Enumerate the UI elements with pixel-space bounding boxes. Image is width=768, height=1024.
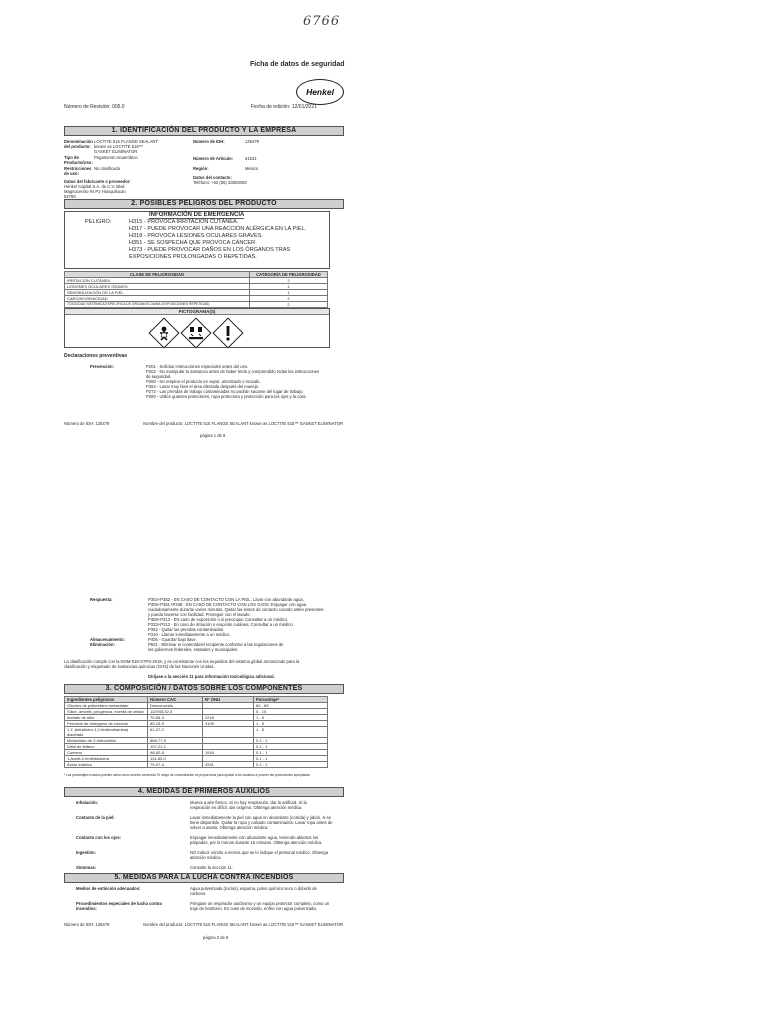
hazard-class-cell: TOXICIDAD SISTÉMICA ESPECÍFICA DE ÓRGANOS DIANA (EXPOSICIONES REPETIDAS) xyxy=(65,302,250,308)
un-cell: 3109 xyxy=(203,721,254,727)
cas-cell: 79-07-4 xyxy=(148,762,203,768)
classification-note-line: clasificación y etiquetado de sustancias químicas (GHS) de las Naciones Unidas. xyxy=(64,664,215,669)
first-aid-text: Enjuagar inmediatamente con abundante agua, teniendo abiertos los xyxy=(190,835,319,840)
issue-date: Fecha de edición: 12/01/2021 xyxy=(251,104,317,110)
health-hazard-icon xyxy=(149,318,179,348)
composition-footnote: * Los porcentajes exactos pueden variar como secreto comercial. El rango de concentración se proporciona para ayudar a los usuarios a proveer las protecciones apropiadas. xyxy=(64,773,311,777)
product-name-value: LOCTITE 515 FLANGE SEALANT known as LOCTITE 515™ GASKET ELIMINATOR xyxy=(94,139,158,154)
ingredient-cell: Cumeno xyxy=(65,750,148,756)
emergency-title: INFORMACIÓN DE EMERGENCIA xyxy=(149,212,245,218)
page-2-footer-page: página 2 de 8 xyxy=(203,935,229,940)
percent-cell: 1 - 5 xyxy=(254,727,328,738)
hazard-class-cell: SENSIBILIZACIÓN DE LA PIEL xyxy=(65,290,250,296)
henkel-logo xyxy=(296,79,344,105)
ingredient-cell: Ditiol de tiofeno xyxy=(65,744,148,750)
cas-cell: Desconocido xyxy=(148,703,203,709)
ingredient-cell: 1-Acetil-2-fenilhidracina xyxy=(65,756,148,762)
response-statements xyxy=(148,597,348,652)
prevention-line: P202 - No manipular la sustancia antes de haber leído y comprendido todas las instrucciones xyxy=(146,369,320,374)
prevention-line: P272 - Las prendas de trabajo contaminadas no podrán sacarse del lugar de trabajo. xyxy=(146,389,304,394)
fire-text: Póngase un respirador autónomo y un equipo protector completo, como un xyxy=(190,901,330,906)
prevention-statements xyxy=(146,364,346,399)
first-aid-item xyxy=(64,815,346,835)
prevention-label: Prevención: xyxy=(90,364,114,369)
health-hazard-pictogram xyxy=(149,318,179,348)
hazard-class-cell: IRRITACIÓN CUTÁNEA xyxy=(65,278,250,284)
ingredient-cell: Glicoles de poliuretano metacrilato xyxy=(65,703,148,709)
prevention-line: P280 - Utilice guantes protectores, ropa protectora y protección para los ojos y la cara. xyxy=(146,394,307,399)
prevention-line: P201 - Solicitar instrucciones especiales antes del uso. xyxy=(146,364,249,369)
first-aid-label: Síntomas: xyxy=(76,865,97,870)
use-restrictions-value: No clasificado xyxy=(94,166,121,171)
first-aid-text: respiración es difícil, dar oxígeno. Obtenga atención médica. xyxy=(190,805,303,810)
hazard-line: H315 - PROVOCA IRRITACIÓN CUTÁNEA. xyxy=(129,219,239,225)
first-aid-item xyxy=(64,835,346,850)
response-line: cuidadosamente durante varios minutos. Quitar las lentes de contacto cuando estén presentes xyxy=(148,607,324,612)
fire-fighting-section xyxy=(64,886,346,916)
exclamation-pictogram xyxy=(213,318,243,348)
ingredient-cell: Sílice, amorfa, pirogénica, exenta de cristal xyxy=(65,709,148,715)
hazard-class-table xyxy=(64,271,328,308)
hazard-line: H351 - SE SOSPECHA QUE PROVOCA CÁNCER. xyxy=(129,240,257,246)
hazard-statements xyxy=(129,219,306,261)
response-line: P308+P313 - EN caso de exposición o si preocupa: Consultar a un médico. xyxy=(148,617,289,622)
toxicology-refer-note: Diríjase a la sección 11 para información toxicológica adicional. xyxy=(148,674,275,679)
section-2-header: 2. POSIBLES PELIGROS DEL PRODUCTO xyxy=(64,199,344,209)
un-cell: 2531 xyxy=(203,762,254,768)
first-aid-text: volver a usarla. Obtenga atención médica. xyxy=(190,825,269,830)
manufacturer-value: Henkel Capital S.A. de C.V. Blvd. Magnocentro #4 P2 Huixquilucan 52760 xyxy=(64,184,126,199)
first-aid-item xyxy=(64,865,346,873)
classification-note xyxy=(64,659,346,669)
ingredient-cell: Ácido maleico xyxy=(65,762,148,768)
cas-cell: 80-15-9 xyxy=(148,721,203,727)
page-2-footer-id: Número de IDH: 135479 xyxy=(64,922,110,927)
percent-header: Porcentaje* xyxy=(254,697,328,703)
classification-note-line: La clasificación cumple con la NOM-018-STPS-2015, y es consistente con los requisitos del sistema global armonizado para la xyxy=(64,659,300,664)
ingredient-cell: 1,1'-(tetrahidro-1,2-fenilendiamina) diacetato xyxy=(65,727,148,738)
percent-cell: 1 - 5 xyxy=(254,715,328,721)
first-aid-label: Contacto de la piel: xyxy=(76,815,115,820)
storage-label: Almacenamiento: xyxy=(90,637,125,642)
region-label: Región: xyxy=(193,166,209,171)
section-1-right xyxy=(193,139,343,185)
response-line: y pueda hacerse con facilidad. Proseguir con el lavado. xyxy=(148,612,251,617)
disposal-line: los gobiernos federales, estatales y municipales. xyxy=(148,647,239,652)
hazard-line: H317 - PUEDE PROVOCAR UNA REACCIÓN ALÉRGICA EN LA PIEL. xyxy=(129,226,307,232)
hazard-category-header: CATEGORÍA DE PELIGROSIDAD xyxy=(250,272,328,278)
first-aid-text: párpados, por lo menos durante 15 minutos. Obtenga atención médica. xyxy=(190,840,323,845)
table-row xyxy=(65,302,328,308)
hazard-line: EXPOSICIONES PROLONGADAS O REPETIDAS. xyxy=(129,254,257,260)
document-title: Ficha de datos de seguridad xyxy=(250,61,345,68)
page-1-footer-id: Número de IDH: 135479 xyxy=(64,421,110,426)
pictograms-title: PICTOGRAMA(S) xyxy=(65,309,329,315)
composition-table xyxy=(64,696,328,768)
disposal-line: P501 - Eliminar el contenido/el recipiente conforme a las regulaciones de xyxy=(148,642,284,647)
ingredient-header: Ingredientes peligrosos xyxy=(65,697,148,703)
cas-cell: 98-82-8 xyxy=(148,750,203,756)
fire-label: Medios de extinción adecuados: xyxy=(76,886,141,891)
article-value: 51531 xyxy=(245,156,257,161)
hazard-line: H318 - PROVOCA LESIONES OCULARES GRAVES. xyxy=(129,233,263,239)
section-3-header: 3. COMPOSICIÓN / DATOS SOBRE LOS COMPONENTES xyxy=(64,684,344,694)
response-line: P362 - Quitar las prendas contaminadas. xyxy=(148,627,225,632)
corrosion-icon xyxy=(181,318,211,348)
first-aid-item xyxy=(64,800,346,815)
hazard-class-cell: LESIONES OCULARES GRAVES xyxy=(65,284,250,290)
fire-text: carbono. xyxy=(190,891,207,896)
cas-cell: 61-07-2 xyxy=(148,727,203,738)
response-line: P302+P352 - EN CASO DE CONTACTO CON LA PIEL: Lavar con abundante agua. xyxy=(148,597,304,602)
percent-cell: 1 - 5 xyxy=(254,721,328,727)
exclamation-icon xyxy=(213,318,243,348)
hazard-class-cell: CARCINOGENICIDAD xyxy=(65,296,250,302)
contact-label: Datos del contacto: xyxy=(193,175,232,180)
article-label: Número de Artículo: xyxy=(193,156,234,161)
hazard-category-cell: 1 xyxy=(250,284,328,290)
prevention-line: P264 - Lavar muy bien el área afectada después del manejo. xyxy=(146,384,260,389)
contact-value: Teléfono: +52 (55) 33003000 xyxy=(193,180,247,185)
cas-cell: 112945-52-5 xyxy=(148,709,203,715)
response-line: P305+P351+P338 - EN CASO DE CONTACTO CON LOS OJOS: Enjuagar con agua xyxy=(148,602,307,607)
percent-cell: 60 - 69 xyxy=(254,703,328,709)
page-1-footer-page: página 1 de 8 xyxy=(200,433,226,438)
hazard-category-cell: 2 xyxy=(250,296,328,302)
first-aid-label: Inhalación: xyxy=(76,800,99,805)
cas-cell: 70-55-3 xyxy=(148,715,203,721)
first-aid-label: Contacto con los ojos: xyxy=(76,835,122,840)
percent-cell: 5 - 10 xyxy=(254,709,328,715)
first-aid-section xyxy=(64,800,346,873)
hazard-category-cell: 2 xyxy=(250,302,328,308)
percent-cell: 0.1 - 1 xyxy=(254,756,328,762)
fire-item xyxy=(64,886,346,901)
precaution-title: Declaraciones preventivas xyxy=(64,353,128,359)
section-5-header: 5. MEDIDAS PARA LA LUCHA CONTRA INCENDIOS xyxy=(64,873,344,883)
handwritten-number: 6766 xyxy=(303,14,341,29)
first-aid-item xyxy=(64,850,346,865)
un-header: Nº ONU xyxy=(203,697,254,703)
ingredient-cell: Peróxido de hidrógeno de cumeno xyxy=(65,721,148,727)
hazard-category-cell: 2 xyxy=(250,278,328,284)
percent-cell: 0.1 - 1 xyxy=(254,750,328,756)
first-aid-text: tiene disponible. Quitar la ropa y calzado contaminados. Lavar ropa antes de xyxy=(190,820,333,825)
pictograms-box xyxy=(64,308,330,348)
region-value: México xyxy=(245,166,259,171)
ingredient-cell: Acrilato de etilo xyxy=(65,715,148,721)
first-aid-label: Ingestión: xyxy=(76,850,97,855)
percent-cell: 0.1 - 1 xyxy=(254,744,328,750)
response-line: P310 - Llamar inmediatamente a un médico. xyxy=(148,632,231,637)
revision-number: Número de Revisión: 005.0 xyxy=(64,104,125,110)
hazard-category-cell: 1 xyxy=(250,290,328,296)
un-cell: 2218 xyxy=(203,715,254,721)
first-aid-text: atención médica. xyxy=(190,855,222,860)
prevention-line: de seguridad. xyxy=(146,374,172,379)
percent-cell: 0.1 - 1 xyxy=(254,762,328,768)
product-type-label: Tipo de Producto/Uso: xyxy=(64,155,93,165)
response-label: Respuesta: xyxy=(90,597,113,602)
hazard-line: H373 - PUEDE PROVOCAR DAÑOS EN LOS ÓRGANOS TRAS xyxy=(129,247,291,253)
idh-value: 135479 xyxy=(245,139,259,144)
use-restrictions-label: Restricciones de uso: xyxy=(64,166,92,176)
cas-header: Número CAS xyxy=(148,697,203,703)
fire-text: Agua pulverizada (rocíos), espuma, polvo químico seco o dióxido de xyxy=(190,886,317,891)
first-aid-text: Mueva a aire fresco. Si no hay respiración, dar la artificial. Si la xyxy=(190,800,307,805)
product-type-value: Pegamento Anaeróbico xyxy=(94,155,138,160)
cas-cell: 107-21-1 xyxy=(148,744,203,750)
product-name-label: Denominación del producto: xyxy=(64,139,93,149)
cas-cell: 868-77-9 xyxy=(148,738,203,744)
prevention-line: P260 - No respirar el producto en vapor, atomizado o rociado. xyxy=(146,379,261,384)
emergency-info-box xyxy=(64,211,330,269)
first-aid-text: NO inducir vómito a menos que se lo indique el personal médico. Obtenga xyxy=(190,850,329,855)
table-row xyxy=(65,727,328,738)
page-1-footer-product: Nombre del producto: LOCTITE 515 FLANGE SEALANT known as LOCTITE 515™ GASKET ELIMINATOR xyxy=(143,421,343,426)
manufacturer-label: Datos del fabricante o proveedor: xyxy=(64,179,131,184)
section-4-header: 4. MEDIDAS DE PRIMEROS AUXILIOS xyxy=(64,787,344,797)
percent-cell: 0.1 - 1 xyxy=(254,738,328,744)
danger-label: PELIGRO: xyxy=(85,219,112,225)
table-row xyxy=(65,762,328,768)
un-cell xyxy=(203,727,254,738)
henkel-logo-text: Henkel xyxy=(306,87,334,97)
fire-item xyxy=(64,901,346,916)
fire-label: Procedimientos especiales de lucha contra incendios: xyxy=(76,901,162,911)
corrosion-pictogram xyxy=(181,318,211,348)
first-aid-text: Consulte la sección 11. xyxy=(190,865,233,870)
disposal-label: Eliminación: xyxy=(90,642,115,647)
storage-text: P405 - Guardar bajo llave. xyxy=(148,637,197,642)
cas-cell: 114-83-0 xyxy=(148,756,203,762)
hazard-class-header: CLASE DE PELIGROSIDAD xyxy=(65,272,250,278)
ingredient-cell: Metacrilato de 2-hidroxietilo xyxy=(65,738,148,744)
idh-label: Número de IDH: xyxy=(193,139,225,144)
first-aid-text: Lavar inmediatamente la piel con agua en abundante (corrida) y jabón, si se xyxy=(190,815,332,820)
section-1-header: 1. IDENTIFICACIÓN DEL PRODUCTO Y LA EMPRESA xyxy=(64,126,344,136)
response-line: P333+P313 - En caso de irritación o erupción cutánea: Consultar a un médico. xyxy=(148,622,294,627)
page-2-footer-product: Nombre del producto: LOCTITE 515 FLANGE SEALANT known as LOCTITE 515™ GASKET ELIMINATOR xyxy=(143,922,343,927)
fire-text: traje de bombero. En caso de incendio, enfríe con agua pulverizada. xyxy=(190,906,317,911)
un-cell: 1918 xyxy=(203,750,254,756)
